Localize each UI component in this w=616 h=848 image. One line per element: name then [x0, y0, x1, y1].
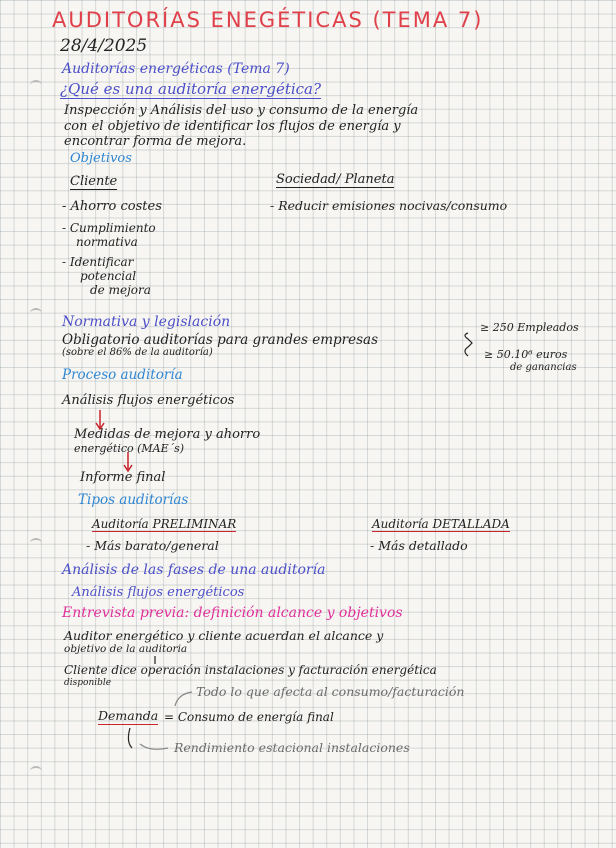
page-title: AUDITORÍAS ENEGÉTICAS (TEMA 7): [52, 8, 484, 32]
proceso-step-1: Análisis flujos energéticos: [62, 393, 235, 408]
entrevista-heading: Entrevista previa: definición alcance y objetivos: [62, 605, 403, 621]
demanda-definition: = Consumo de energía final: [164, 710, 334, 724]
objetivos-title: Objetivos: [70, 151, 132, 166]
cliente-item: normativa: [76, 235, 138, 249]
tipo-detallada: Auditoría DETALLADA: [372, 517, 510, 531]
fases-title: Análisis de las fases de una auditoría: [62, 562, 326, 578]
cliente-item: - Cumplimiento: [62, 221, 156, 235]
demanda-label: Demanda: [98, 708, 159, 723]
criterio-euros: ≥ 50.10⁶ euros: [484, 348, 568, 361]
sociedad-item: - Reducir emisiones nocivas/consumo: [270, 198, 508, 213]
proceso-step-3: Informe final: [80, 470, 166, 485]
definition-line-1: Inspección y Análisis del uso y consumo de la energía: [64, 103, 419, 118]
gray-arrow: [175, 692, 192, 706]
normativa-title: Normativa y legislación: [62, 314, 231, 330]
date: 28/4/2025: [60, 36, 148, 56]
ink-arrow: [128, 728, 132, 748]
criterio-ganancias: de ganancias: [510, 362, 577, 373]
cliente-item: - Ahorro costes: [62, 199, 162, 214]
fases-line-5: Todo lo que afecta al consumo/facturación: [196, 684, 465, 699]
cliente-item: de mejora: [90, 283, 151, 297]
fases-subtitle: Análisis flujos energéticos: [72, 585, 245, 600]
normativa-line-2: (sobre el 86% de la auditoría): [62, 347, 213, 358]
normativa-line-1: Obligatorio auditorías para grandes empresas: [62, 332, 379, 348]
cliente-item: - Identificar: [62, 255, 134, 269]
fases-line-3: Cliente dice operación instalaciones y facturación energética: [64, 663, 437, 677]
cliente-item: potencial: [80, 269, 137, 283]
fases-line-1: Auditor energético y cliente acuerdan el alcance y: [64, 628, 384, 643]
tipos-title: Tipos auditorías: [78, 492, 189, 508]
proceso-step-2: Medidas de mejora y ahorro: [74, 427, 261, 442]
brace-mark: [465, 333, 472, 356]
cliente-header: Cliente: [70, 174, 118, 189]
fases-line-4: disponible: [64, 678, 112, 688]
tipo-preliminar: Auditoría PRELIMINAR: [92, 517, 237, 531]
detallada-item: - Más detallado: [370, 538, 468, 553]
sociedad-header: Sociedad/ Planeta: [276, 172, 395, 187]
question: ¿Qué es una auditoría energética?: [60, 80, 322, 98]
preliminar-item: - Más barato/general: [86, 538, 219, 553]
proceso-title: Proceso auditoría: [62, 367, 183, 383]
section-heading: Auditorías energéticas (Tema 7): [62, 61, 290, 77]
definition-line-3: encontrar forma de mejora.: [64, 134, 247, 149]
proceso-step-2b: energético (MAE´s): [74, 442, 185, 455]
fases-line-2: objetivo de la auditoria: [64, 643, 188, 655]
gray-arrow: [140, 744, 168, 749]
definition-line-2: con el objetivo de identificar los flujos de energía y: [64, 119, 401, 134]
criterio-empleados: ≥ 250 Empleados: [480, 321, 579, 334]
fases-line-6: Rendimiento estacional instalaciones: [174, 740, 410, 755]
